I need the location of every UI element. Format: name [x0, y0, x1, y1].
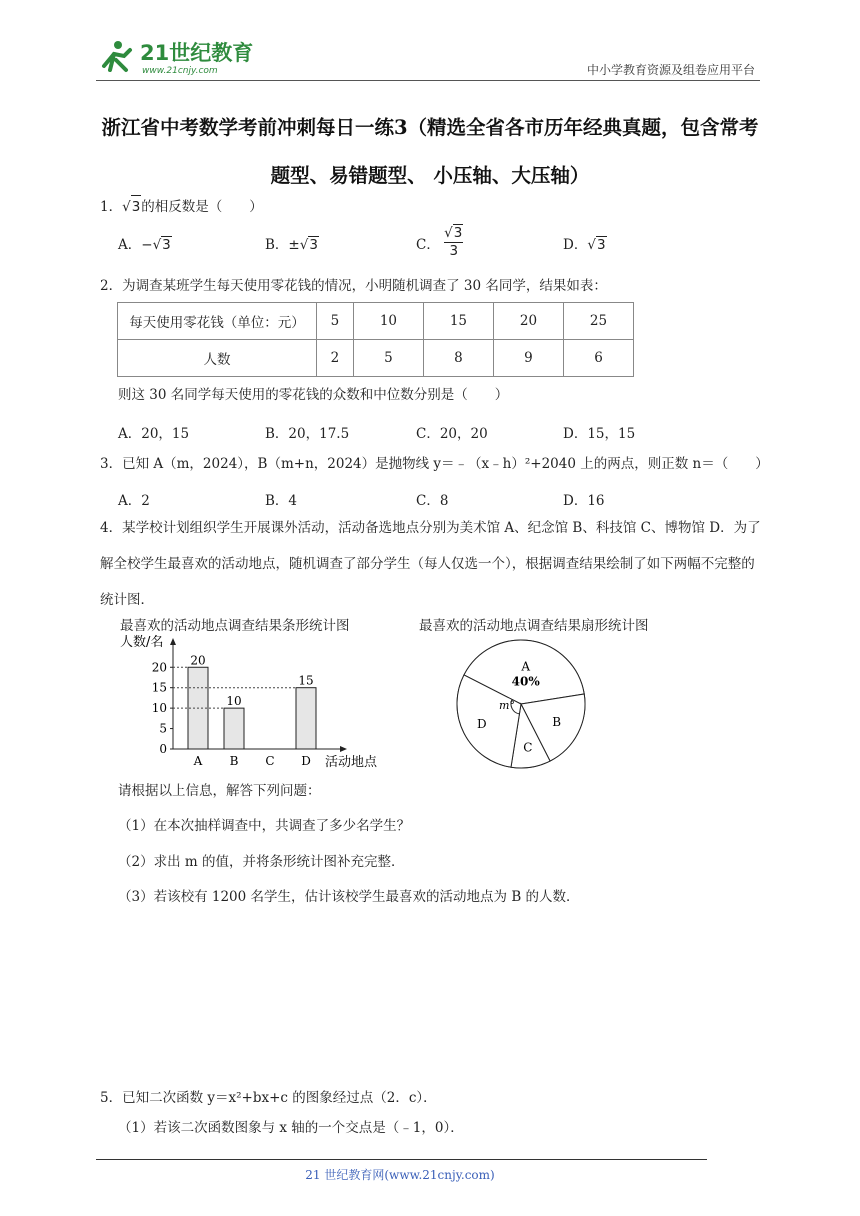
x-tick-label: B [229, 754, 239, 768]
table-header-cell: 人数 [118, 340, 317, 377]
page-title: 浙江省中考数学考前冲刺每日一练3（精选全省各市历年经典真题，包含常考题型、易错题型、 小压轴、大压轴） [101, 116, 759, 187]
y-tick-label: 20 [151, 660, 167, 675]
y-tick-label: 0 [159, 742, 167, 756]
angle-label: m° [499, 699, 515, 712]
pie-slice-label: A [521, 659, 531, 674]
q1-option-a[interactable]: A．−√3 [118, 237, 171, 253]
pie-chart [450, 630, 600, 775]
q4-part-2: （2）求出 m 的值，并将条形统计图补充完整． [118, 854, 405, 870]
y-tick-label: 10 [151, 701, 167, 716]
table-row [118, 303, 634, 340]
q5-stem: 5．已知二次函数 y＝x²+bx+c 的图象经过点（2．c）． [100, 1090, 437, 1106]
x-axis-arrow [340, 746, 347, 752]
logo-text: 21世纪教育 [140, 41, 254, 65]
table-cell: 9 [493, 340, 563, 377]
x-tick-label: D [301, 754, 311, 768]
pie-slice-label: B [552, 715, 562, 730]
table-cell: 25 [563, 303, 633, 340]
footer-text: 21 世纪教育网(www.21cnjy.com) [305, 1168, 495, 1182]
q2-option-d[interactable]: D．15，15 [563, 426, 636, 442]
table-cell: 10 [353, 303, 423, 340]
bar-chart-ylabel: 人数/名 [120, 635, 164, 650]
q2-option-c[interactable]: C．20，20 [416, 426, 488, 442]
y-tick-label: 5 [159, 721, 167, 736]
pie-chart-title: 最喜欢的活动地点调查结果扇形统计图 [419, 618, 649, 634]
q1-option-c[interactable]: C． $\frac{√3}{3}$ [416, 225, 463, 259]
q4-part-1: （1）在本次抽样调查中，共调查了多少名学生？ [118, 818, 411, 834]
y-axis-arrow [170, 638, 176, 645]
table-cell: 15 [423, 303, 493, 340]
bar-data-label: 20 [190, 653, 206, 668]
q5-part-1: （1）若该二次函数图象与 x 轴的一个交点是（﹣1，0）． [118, 1120, 464, 1136]
runner-icon [104, 41, 130, 70]
q2-option-b[interactable]: B．20，17.5 [265, 426, 350, 442]
table-header-cell: 每天使用零花钱（单位：元） [118, 303, 317, 340]
pie-slice-label: D [476, 716, 487, 731]
q3-option-a[interactable]: A．2 [118, 493, 150, 509]
x-tick-label: C [265, 754, 275, 768]
bar-chart-xlabel: 活动地点 [325, 755, 378, 770]
table-cell: 2 [317, 340, 354, 377]
header-divider [96, 80, 760, 81]
q1-option-b[interactable]: B．±√3 [265, 237, 318, 253]
table-cell: 6 [563, 340, 633, 377]
table-cell: 5 [317, 303, 354, 340]
site-logo [96, 36, 266, 80]
q3-option-d[interactable]: D．16 [563, 493, 605, 509]
logo-subtext: www.21cnjy.com [142, 66, 218, 76]
q2-stem: 2．为调查某班学生每天使用零花钱的情况，小明随机调查了 30 名同学，结果如表： [100, 278, 607, 294]
q4-part-3: （3）若该校有 1200 名学生，估计该校学生最喜欢的活动地点为 B 的人数． [118, 889, 580, 905]
table-cell: 20 [493, 303, 563, 340]
y-tick-label: 15 [151, 680, 167, 695]
q2-follow-up: 则这 30 名同学每天使用的零花钱的众数和中位数分别是（ ） [118, 387, 509, 403]
q2-option-a[interactable]: A．20，15 [118, 426, 190, 442]
footer-divider [96, 1159, 707, 1160]
q1-option-d[interactable]: D．√3 [563, 237, 606, 253]
table-cell: 8 [423, 340, 493, 377]
bar-chart-title: 最喜欢的活动地点调查结果条形统计图 [120, 618, 350, 634]
bar [224, 708, 244, 749]
header-platform-text: 中小学教育资源及组卷应用平台 [586, 63, 755, 77]
x-tick-label: A [193, 754, 203, 768]
q1-stem: 1．√3的相反数是（ ） [100, 195, 263, 218]
bar-chart [116, 628, 396, 773]
q2-table [117, 302, 634, 377]
table-cell: 5 [353, 340, 423, 377]
pie-percent-label: 40% [511, 674, 540, 689]
q4-stem: 4．某学校计划组织学生开展课外活动，活动备选地点分别为美术馆 A、纪念馆 B、科技馆 C、博物馆 D．为了解全校学生最喜欢的活动地点，随机调查了部分学生（每人仅选一个），根据调查结果绘制了如下两幅不完整的统计图． [100, 520, 761, 608]
bar-chart-axes [152, 638, 347, 756]
pie-slice-label: C [523, 740, 533, 755]
bar [296, 688, 316, 749]
q3-stem: 3．已知 A（m，2024），B（m+n，2024）是抛物线 y＝﹣（x﹣h）²+2040 上的两点，则正数 n＝（ ） [100, 456, 769, 472]
q4-intro: 请根据以上信息，解答下列问题： [118, 783, 321, 799]
q3-option-b[interactable]: B．4 [265, 493, 298, 509]
table-row [118, 340, 634, 377]
bar-data-label: 10 [226, 694, 242, 709]
bar-data-label: 15 [298, 673, 314, 688]
q3-option-c[interactable]: C．8 [416, 493, 449, 509]
